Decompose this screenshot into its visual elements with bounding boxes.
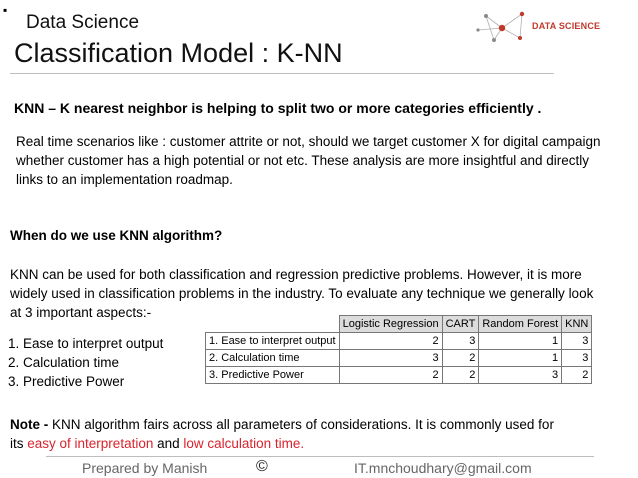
scenarios-line: whether customer has a high potential or not etc. These analysis are more insightful and directly xyxy=(16,153,590,168)
table-cell: 3 xyxy=(562,333,592,350)
table-cell: 2 xyxy=(442,367,479,384)
scenarios-line: links to an implementation roadmap. xyxy=(16,172,233,187)
aspects-list xyxy=(8,334,163,391)
aspect-item: 3. Predictive Power xyxy=(8,374,125,389)
row-label: 2. Calculation time xyxy=(206,350,340,367)
table-cell: 3 xyxy=(562,350,592,367)
footer-divider xyxy=(46,456,594,457)
copyright-icon: © xyxy=(256,458,268,475)
note-highlight-calculation: low calculation time. xyxy=(183,436,305,451)
note-label: Note - xyxy=(10,417,49,432)
table-row xyxy=(206,333,592,350)
note-line-2 xyxy=(10,434,630,453)
table-cell: 2 xyxy=(442,350,479,367)
table-row xyxy=(206,350,592,367)
note-highlight-interpretation: easy of interpretation xyxy=(27,436,154,451)
comparison-table xyxy=(205,315,592,384)
note-text: and xyxy=(153,436,184,451)
note-line-1 xyxy=(10,415,630,434)
table-cell: 1 xyxy=(479,350,562,367)
column-header-cart: CART xyxy=(442,316,479,333)
table-header-row xyxy=(206,316,592,333)
column-header-logistic-regression: Logistic Regression xyxy=(339,316,442,333)
slide-topic: Data Science xyxy=(26,12,140,33)
scenarios-line: Real time scenarios like : customer attrite or not, should we target customer X for digital campaign xyxy=(16,134,601,149)
table-cell: 2 xyxy=(562,367,592,384)
row-label: 1. Ease to interpret output xyxy=(206,333,340,350)
table-cell: 2 xyxy=(339,333,442,350)
title-divider xyxy=(10,73,554,74)
row-label: 3. Predictive Power xyxy=(206,367,340,384)
usage-line: at 3 important aspects:- xyxy=(10,305,152,320)
aspect-item: 2. Calculation time xyxy=(8,355,120,370)
slide-marker: ▪ xyxy=(3,3,8,17)
footer-author: Prepared by Manish xyxy=(82,460,208,476)
note-paragraph xyxy=(10,415,630,453)
usage-paragraph xyxy=(10,265,636,322)
footer-email: IT.mnchoudhary@gmail.com xyxy=(354,460,532,476)
table-cell: 3 xyxy=(339,350,442,367)
note-text: its xyxy=(10,436,28,451)
table-row xyxy=(206,367,592,384)
usage-line: KNN can be used for both classification and regression predictive problems. However, it is more xyxy=(10,267,582,282)
column-header-knn: KNN xyxy=(562,316,592,333)
slide-title: Classification Model : K-NN xyxy=(14,38,343,68)
table-cell: 2 xyxy=(339,367,442,384)
table-corner-cell xyxy=(206,316,340,333)
scenarios-paragraph xyxy=(16,132,636,189)
column-header-random-forest: Random Forest xyxy=(479,316,562,333)
logo-text: DATA SCIENCE xyxy=(532,21,601,31)
table-cell: 3 xyxy=(442,333,479,350)
aspect-item: 1. Ease to interpret output xyxy=(8,336,164,351)
usage-line: widely used in classification problems in the industry. To evaluate any technique we generally look xyxy=(10,286,594,301)
table-cell: 1 xyxy=(479,333,562,350)
when-to-use-heading: When do we use KNN algorithm? xyxy=(10,228,223,243)
knn-definition-heading: KNN – K nearest neighbor is helping to split two or more categories efficiently . xyxy=(14,100,542,116)
note-text: KNN algorithm fairs across all parameters of considerations. It is commonly used for xyxy=(48,417,554,432)
table-cell: 3 xyxy=(479,367,562,384)
